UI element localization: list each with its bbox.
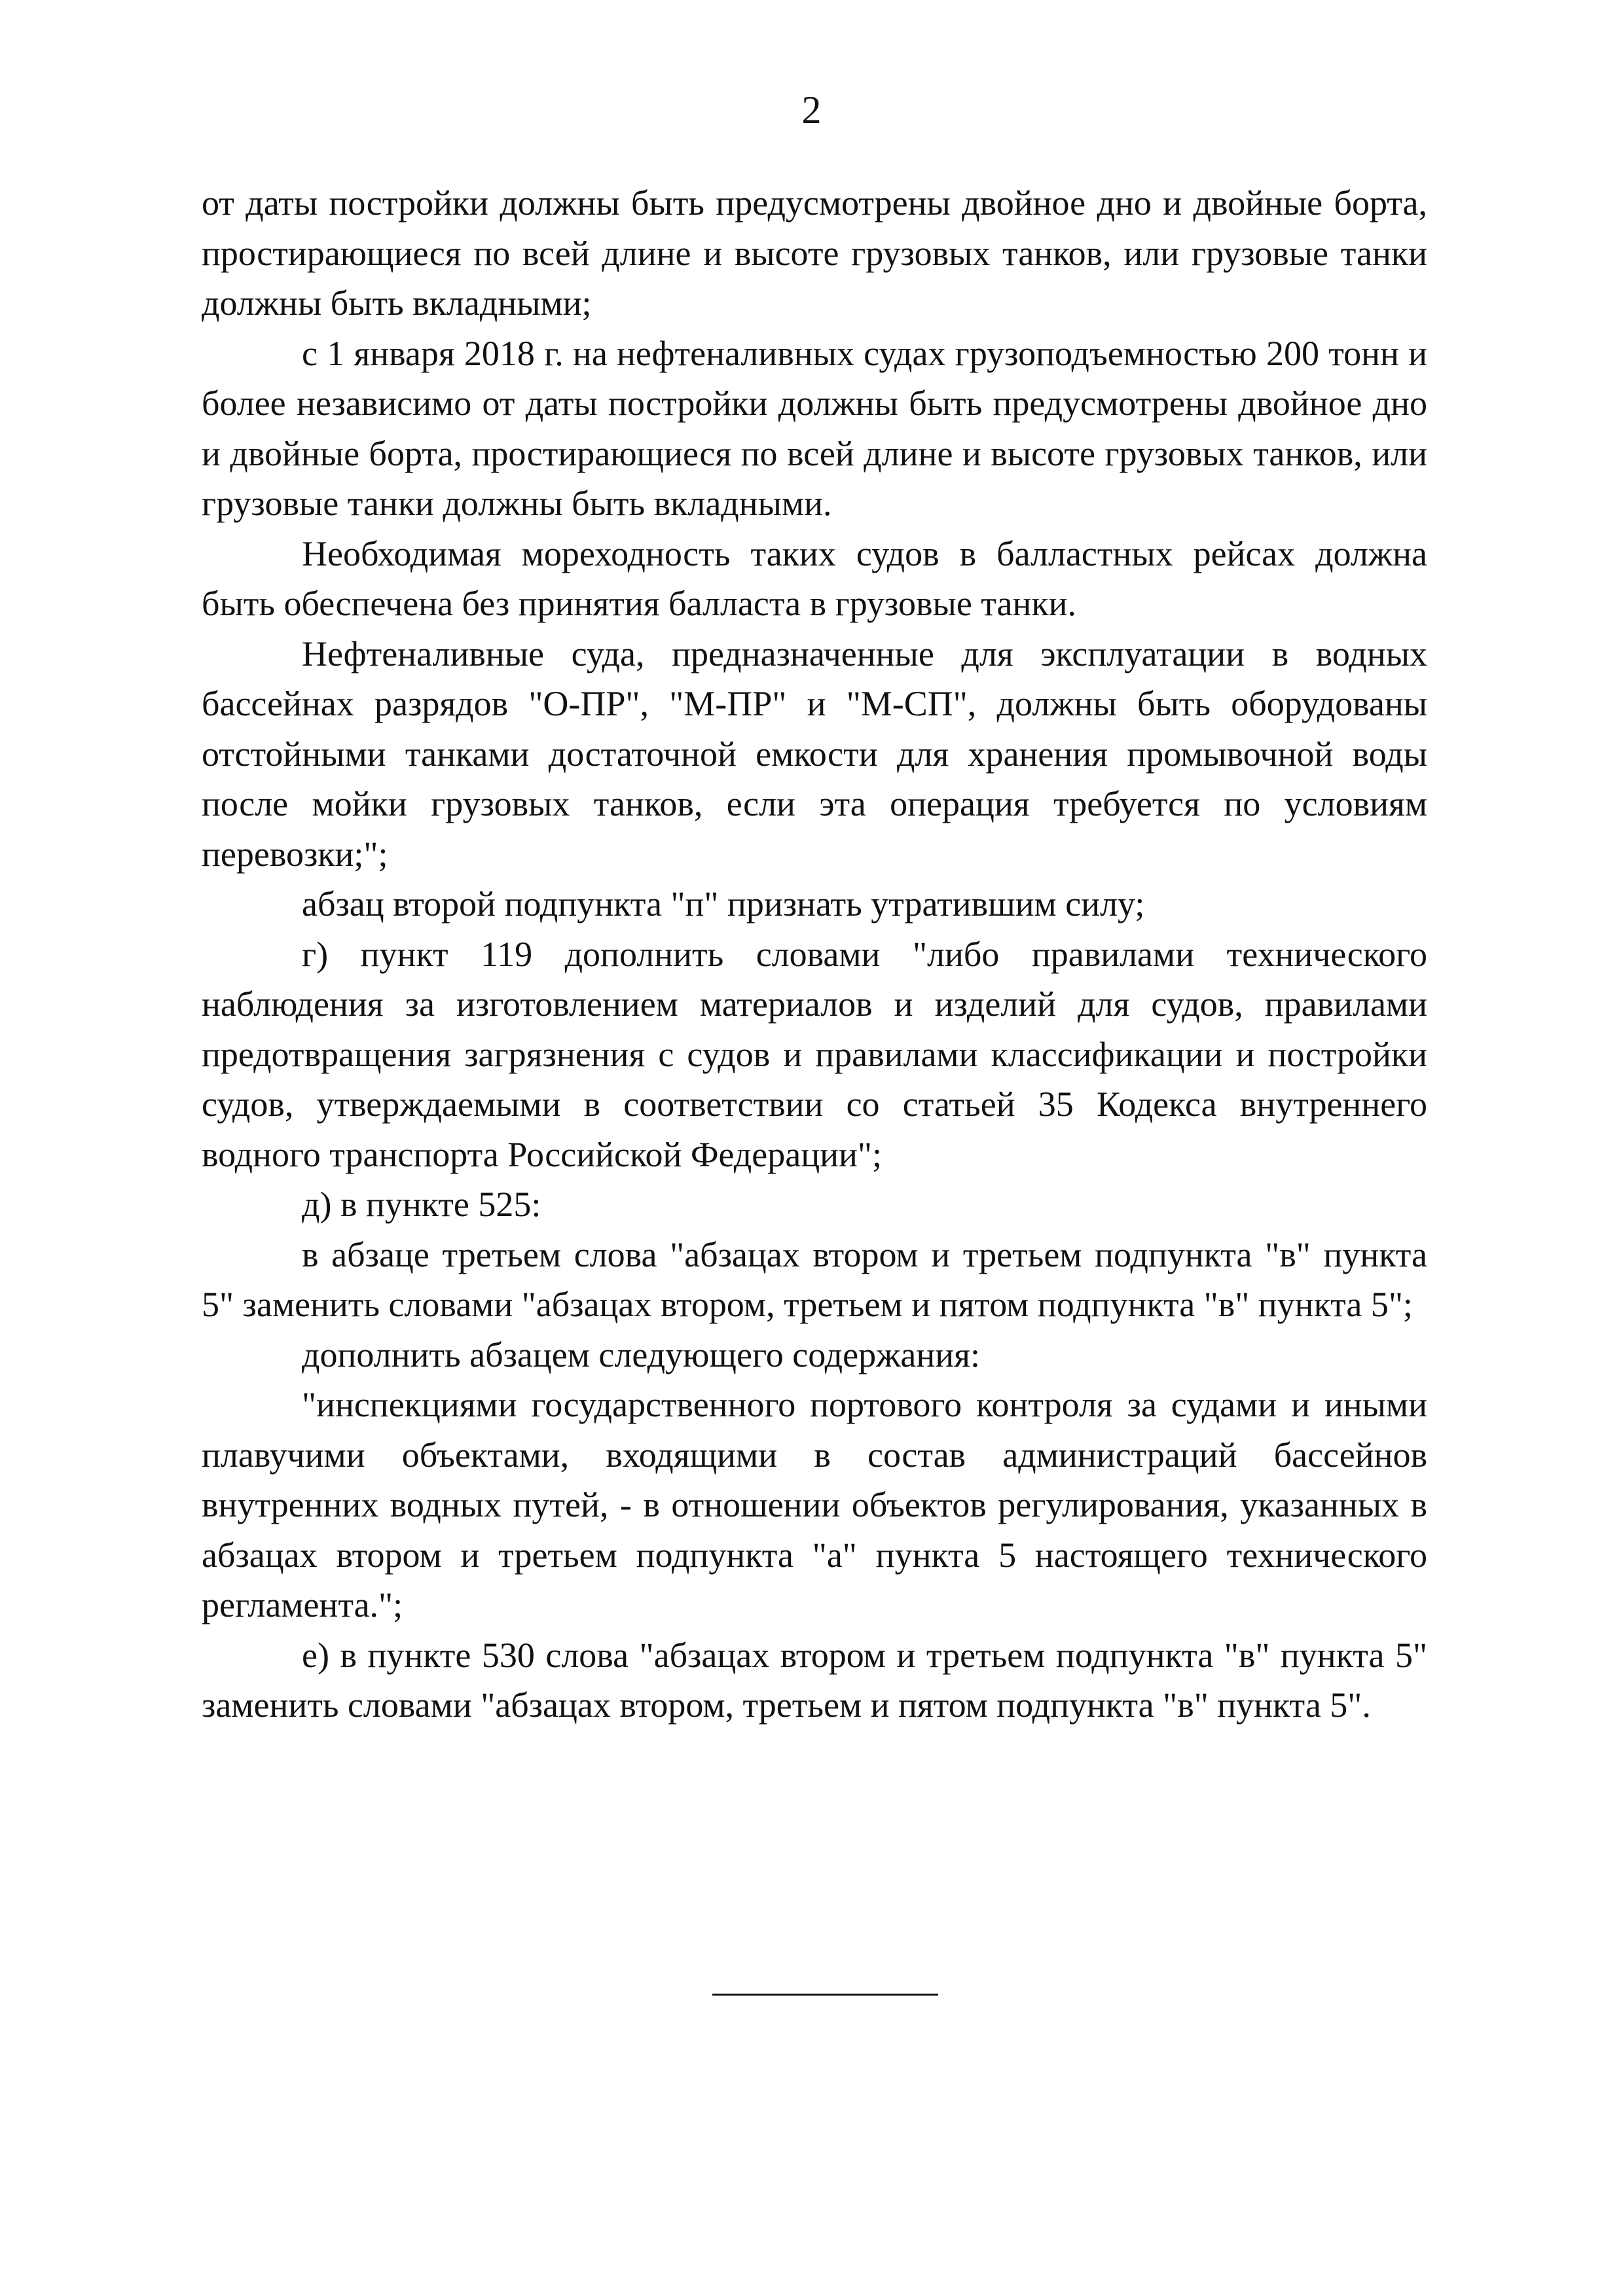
paragraph-7-item-d: д) в пункте 525: xyxy=(302,1185,541,1224)
paragraph-9: дополнить абзацем следующего содержания: xyxy=(302,1335,981,1374)
paragraph-3: Необходимая мореходность таких судов в балластных рейсах должна быть обеспечена без принятия балласта в грузовые танки. xyxy=(202,533,1427,623)
paragraph-6-item-g: г) пункт 119 дополнить словами "либо правилами технического наблюдения за изготовлением материалов и изделий для судов, правилами предотвращения загрязнения с судов и правилами классификации и постройки судов, утверждаемыми в соответствии со статьей 35 Кодекса внутреннего водного транспорта Российской Федерации"; xyxy=(202,934,1427,1174)
paragraph-1-continuation: от даты постройки должны быть предусмотрены двойное дно и двойные борта, простирающиеся по всей длине и высоте грузовых танков, или грузовые танки должны быть вкладными; xyxy=(202,183,1427,323)
paragraph-5: абзац второй подпункта "п" признать утратившим силу; xyxy=(302,884,1145,924)
paragraph-4: Нефтеналивные суда, предназначенные для эксплуатации в водных бассейнах разрядов "О-ПР", "М-ПР" и "М-СП", должны быть оборудованы отстойными танками достаточной емкости для хранения промывочной воды после мойки грузовых танков, если эта операция требуется по условиям перевозки;"; xyxy=(202,634,1427,874)
paragraph-8: в абзаце третьем слова "абзацах втором и третьем подпункта "в" пункта 5" заменить словами "абзацах втором, третьем и пятом подпункта "в" пункта 5"; xyxy=(202,1234,1427,1324)
paragraph-11-item-e: е) в пункте 530 слова "абзацах втором и третьем подпункта "в" пункта 5" заменить словами "абзацах втором, третьем и пятом подпункта "в" пункта 5". xyxy=(202,1635,1427,1725)
closing-rule xyxy=(712,1994,938,1996)
document-body xyxy=(202,178,1427,1731)
page-number: 2 xyxy=(801,88,822,132)
paragraph-2: с 1 января 2018 г. на нефтеналивных судах грузоподъемностью 200 тонн и более независимо от даты постройки должны быть предусмотрены двойное дно и двойные борта, простирающиеся по всей длине и высоте грузовых танков, или грузовые танки должны быть вкладными. xyxy=(202,333,1427,523)
paragraph-10-quote: "инспекциями государственного портового контроля за судами и иными плавучими объектами, входящими в состав администраций бассейнов внутренних водных путей, - в отношении объектов регулирования, указанных в абзацах втором и третьем подпункта "а" пункта 5 настоящего технического регламента."; xyxy=(202,1385,1427,1624)
